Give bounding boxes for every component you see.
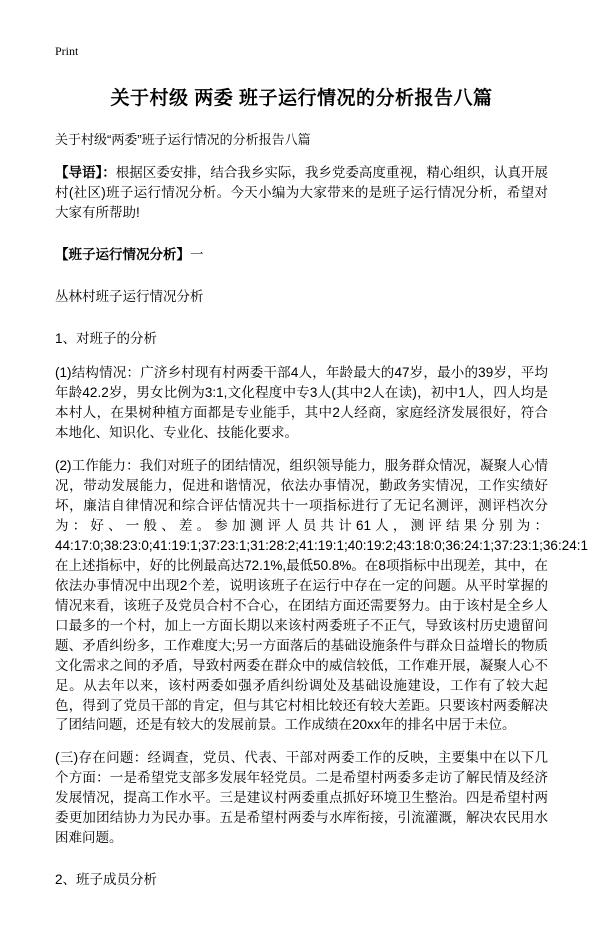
intro-paragraph — [55, 163, 548, 223]
section1-heading-bold: 【班子运行情况分析】 — [55, 247, 190, 263]
intro-label: 【导语】： — [55, 165, 116, 181]
section1-heading-rest: 一 — [190, 247, 204, 263]
page-subtitle: 关于村级“两委”班子运行情况的分析报告八篇 — [55, 131, 311, 147]
paragraph-structure-analysis: (1)结构情况：广济乡村现有村两委干部4人，年龄最大的47岁，最小的39岁，平均年龄42.2岁，男女比例为3:1,文化程度中专3人(其中2人在读)，初中1人，四人均是本村人，在果树种植方面都是专业能手，其中2人经商，家庭经济发展很好，符合本地化、知识化、专业化、技能化要求。 — [55, 365, 548, 440]
item2-heading: 2、班子成员分析 — [55, 872, 158, 888]
section1-subheading: 丛林村班子运行情况分析 — [55, 289, 204, 305]
item1-heading: 1、对班子的分析 — [55, 331, 158, 347]
page-title: 关于村级 两委 班子运行情况的分析报告八篇 — [110, 88, 493, 109]
intro-text: 根据区委安排，结合我乡实际，我乡党委高度重视，精心组织，认真开展村(社区)班子运行情况分析。今天小编为大家带来的是班子运行情况分析，希望对大家有所帮助! — [55, 165, 549, 221]
paragraph-existing-problems: (三)存在问题：经调查，党员、代表、干部对两委工作的反映，主要集中在以下几个方面：一是希望党支部多发展年轻党员。二是希望村两委多走访了解民情及经济发展情况，提高工作水平。三是建议村两委重点抓好环境卫生整治。四是希望村两委更加团结协力为民办事。五是希望村两委与水库衔接，引流灌溉，解决农民用水困难问题。 — [55, 750, 548, 846]
section1-heading — [55, 245, 548, 265]
paragraph-work-ability: (2)工作能力：我们对班子的团结情况，组织领导能力，服务群众情况，凝聚人心情况，带动发展能力，促进和谐情况，依法办事情况，勤政务实情况，工作实绩好坏，廉洁自律情况和综合评估情况共十一项指标进行了无记名测评，测评档次分为：好、一般、差。参加测评人员共计61人，测评结果分别为：44:17:0;38:23:0;41:19:1;37:23:1;31:28:2;41:19:1;40:19:2;43:18:0;36:24:1;37:23:1;36:24:1在上述指标中，好的比例最高达72.1%,最低50.8%。在8项指标中出现差，其中，在依法办事情况中出现2个差，说明该班子在运行中存在一定的问题。从平时掌握的情况来看，该班子及党员合村不合心，在团结方面还需要努力。由于该村是全乡人口最多的一个村，加上一方面长期以来该村两委班子不正气，导致该村历史遗留问题、矛盾纠纷多，工作难度大;另一方面落后的基础设施条件与群众日益增长的物质文化需求之间的矛盾，导致村两委在群众中的威信较低，工作难开展，凝聚人心不足。从去年以来，该村两委如强矛盾纠纷调处及基础设施建设，工作有了较大起色，得到了党员干部的肯定，但与其它村相比较还有较大差距。只要该村两委解决了团结问题，还是有较大的发展前景。工作成绩在20xx年的排名中居于未位。 — [55, 457, 588, 733]
print-button[interactable]: Print — [55, 44, 79, 58]
